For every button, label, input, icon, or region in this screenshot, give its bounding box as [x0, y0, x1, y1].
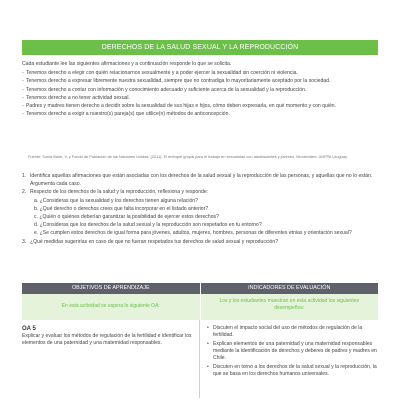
question-number: 1.	[22, 173, 27, 179]
table-row	[22, 320, 378, 398]
rights-list	[22, 69, 378, 118]
sub-question: d. ¿Consideras que los derechos de la salud sexual y la reproducción son respetados en tu entorno?	[34, 222, 262, 229]
section-banner: DERECHOS DE LA SALUD SEXUAL Y LA REPRODUCCIÓN	[22, 40, 378, 55]
question-text: ¿Qué medidas sugerirías en caso de que no fueran respetados tus derechos de salud sexual y reproducción?	[30, 238, 279, 245]
source-citation: Fuente: Sonia Baim, V. y Fondo de Población de las Naciones Unidas. (2011). El enfoque grupal para el trabajo en sexualidad con adolescentes y jóvenes. Montevideo: UNFPA Uruguay.	[28, 154, 348, 159]
evaluation-table	[22, 283, 378, 398]
sub-question: e. ¿Se cumplen estos derechos de igual forma para jóvenes, adultos, mujeres, hombres, personas de diferentes etnias y orientación sexual?	[34, 230, 352, 237]
table-subheader	[22, 294, 378, 320]
subheader-objectives: En esta actividad se espera lo siguiente OA:	[22, 294, 201, 320]
questions-section	[22, 172, 378, 246]
header-objectives: OBJETIVOS DE APRENDIZAJE	[22, 283, 201, 294]
table-header	[22, 283, 378, 294]
indicator-item: • Explican elementos de una paternidad y una maternidad responsables mediante la identificación de derechos y deberes de padres y madres en Chile.	[207, 341, 378, 362]
question-text: Identifica aquellas afirmaciones que están asociadas con los derechos de la salud sexual y la reproducción de las personas, y aquellas que no lo están. Argumenta cada caso.	[30, 173, 373, 188]
question-item	[22, 238, 378, 246]
sub-question: a. ¿Consideras que la sexualidad y los derechos tienen alguna relación?	[34, 197, 198, 204]
rights-item: - Tenemos derecho a no tener actividad sexual.	[22, 94, 378, 102]
question-number: 2.	[22, 189, 27, 196]
rights-item: - Tenemos derecho a elegir con quién relacionarnos sexualmente y a poder ejercer la sexualidad sin coerción ni violencia.	[22, 69, 378, 77]
rights-item: - Tenemos derecho a contar con información y conocimiento adecuado y suficiente acerca de la sexualidad y la reproducción.	[22, 86, 378, 94]
indicator-item: • Discuten el impacto social del uso de métodos de regulación de la fertilidad.	[207, 325, 378, 339]
rights-item: - Tenemos derecho a expresar libremente nuestra sexualidad, siempre que no contradiga lo mayoritariamente aceptado por la sociedad.	[22, 77, 378, 85]
objective-cell	[22, 320, 200, 398]
sub-question: c. ¿Quién o quiénes deberían garantizar la posibilidad de ejercer estos derechos?	[34, 214, 219, 221]
rights-item: - Padres y madres tienen derecho a decidir sobre la sexualidad de sus hijas e hijos, cómo deben expresarla, en qué momento y con quién.	[22, 102, 378, 110]
indicators-cell	[200, 320, 378, 398]
indicator-item: • Discuten en torno a los derechos de la salud sexual y la reproducción, la que se basa en los derechos humanos universales.	[207, 364, 378, 378]
intro-section	[22, 60, 378, 118]
sub-question: b. ¿Qué derecho o derechos crees que falta incorporar en el listado anterior?	[34, 205, 209, 212]
subheader-indicators: Los y los estudiantes muestran en esta actividad los siguientes desempeños:	[219, 298, 360, 311]
question-item	[22, 172, 378, 188]
oa-text: Explicar y evaluar los métodos de regulación de la fertilidad e identificar los elementos de una paternidad y una maternidad responsables.	[22, 333, 192, 346]
question-number: 3.	[22, 238, 27, 245]
header-indicators: INDICADORES DE EVALUACIÓN	[248, 285, 331, 291]
intro-lead: Cada estudiante lee las siguientes afirmaciones y a continuación responde lo que se solicita.	[22, 61, 232, 67]
indicators-list	[207, 325, 378, 378]
oa-title: OA 5	[22, 326, 36, 332]
question-item	[22, 188, 378, 237]
rights-item: - Tenemos derecho a exigir a nuestro(s) pareja(s) que utilice(n) métodos de anticoncepción.	[22, 110, 378, 118]
question-text: Respecto de los derechos de la salud y la reproducción, reflexiona y responde:	[30, 189, 209, 196]
